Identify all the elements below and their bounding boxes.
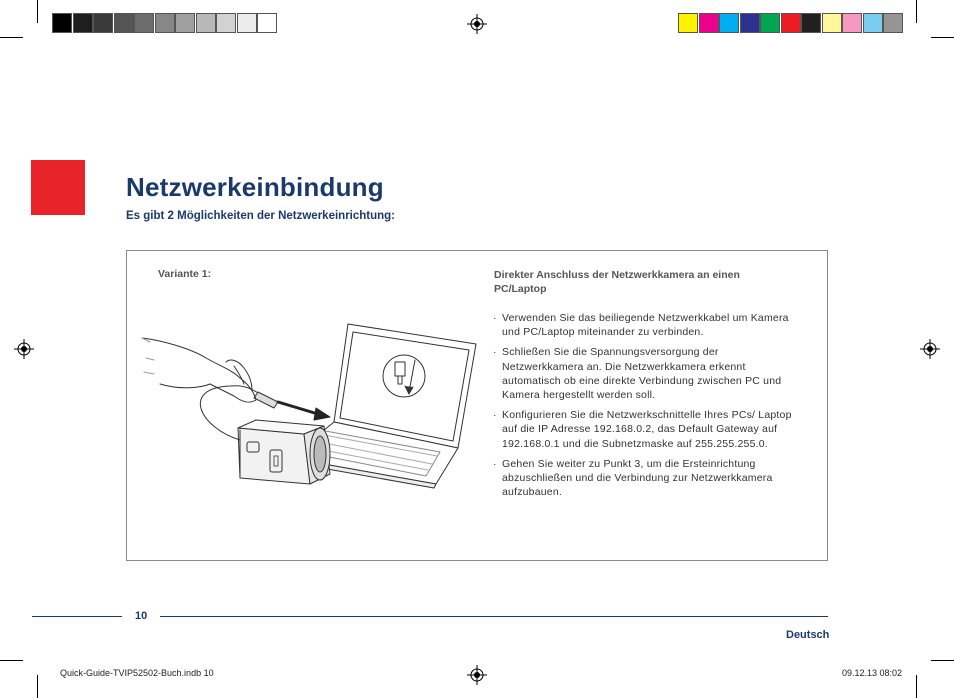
list-item — [492, 408, 792, 451]
page-title: Netzwerkeinbindung — [126, 172, 384, 202]
color-swatch — [52, 13, 72, 33]
bullet-marker: · — [493, 409, 497, 422]
color-swatch — [155, 13, 175, 33]
color-swatch — [678, 13, 698, 33]
color-swatch — [760, 13, 780, 33]
color-swatch — [781, 13, 801, 33]
color-swatch — [801, 13, 821, 33]
color-swatch — [134, 13, 154, 33]
registration-mark-top-icon — [467, 14, 487, 34]
color-swatch — [196, 13, 216, 33]
page-subtitle: Es gibt 2 Möglichkeiten der Netzwerkeinrichtung: — [126, 210, 396, 222]
color-swatch — [719, 13, 739, 33]
color-swatch — [73, 13, 93, 33]
chapter-tab — [31, 160, 85, 215]
color-swatch — [699, 13, 719, 33]
list-item — [492, 345, 792, 402]
color-swatch — [863, 13, 883, 33]
camera-laptop-connection-illustration — [140, 318, 480, 498]
variant-label: Variante 1: — [158, 268, 212, 280]
list-item — [492, 311, 792, 339]
color-swatch — [257, 13, 277, 33]
list-item-text: Gehen Sie weiter zu Punkt 3, um die Ersteinrichtung abzuschließen und die Verbindung zur Netzwerkkamera aufzubauen. — [502, 457, 773, 499]
registration-mark-right-icon — [920, 339, 940, 359]
list-item-text: Konfigurieren Sie die Netzwerkschnittelle Ihres PCs/ Laptop auf die IP Adresse 192.168.0.2, das Default Gateway auf 192.168.0.1 und die Subnetzmaske auf 255.255.255.0. — [502, 409, 792, 450]
color-swatch — [175, 13, 195, 33]
registration-mark-left-icon — [14, 339, 34, 359]
color-swatch — [216, 13, 236, 33]
section-heading: Direkter Anschluss der Netzwerkkamera an einen PC/Laptop — [494, 269, 740, 295]
slug-filename: Quick-Guide-TVIP52502-Buch.indb 10 — [60, 668, 214, 678]
instruction-list — [492, 311, 792, 505]
bullet-marker: · — [493, 312, 497, 324]
color-swatch — [740, 13, 760, 33]
list-item-text: Schließen Sie die Spannungsversorgung der Netzwerkkamera an. Die Netzwerkkamera erkennt automatisch ob eine direkte Verbindung zwischen PC und Kamera hergestellt werden soll. — [502, 346, 782, 402]
page-number: 10 — [135, 610, 148, 622]
footer-rule-left — [32, 616, 122, 617]
color-swatch — [822, 13, 842, 33]
color-swatch — [93, 13, 113, 33]
list-item — [492, 457, 792, 500]
color-swatch — [237, 13, 257, 33]
color-swatch — [883, 13, 903, 33]
color-swatch — [842, 13, 862, 33]
registration-mark-bottom-icon — [467, 665, 487, 685]
slug-date: 09.12.13 08:02 — [842, 668, 903, 678]
language-label: Deutsch — [786, 629, 830, 641]
color-swatch — [114, 13, 134, 33]
list-item-text: Verwenden Sie das beiliegende Netzwerkkabel um Kamera und PC/Laptop miteinander zu verbinden. — [502, 312, 789, 339]
bullet-marker: · — [493, 457, 497, 470]
footer-rule-right — [160, 616, 828, 617]
bullet-marker: · — [493, 346, 497, 359]
